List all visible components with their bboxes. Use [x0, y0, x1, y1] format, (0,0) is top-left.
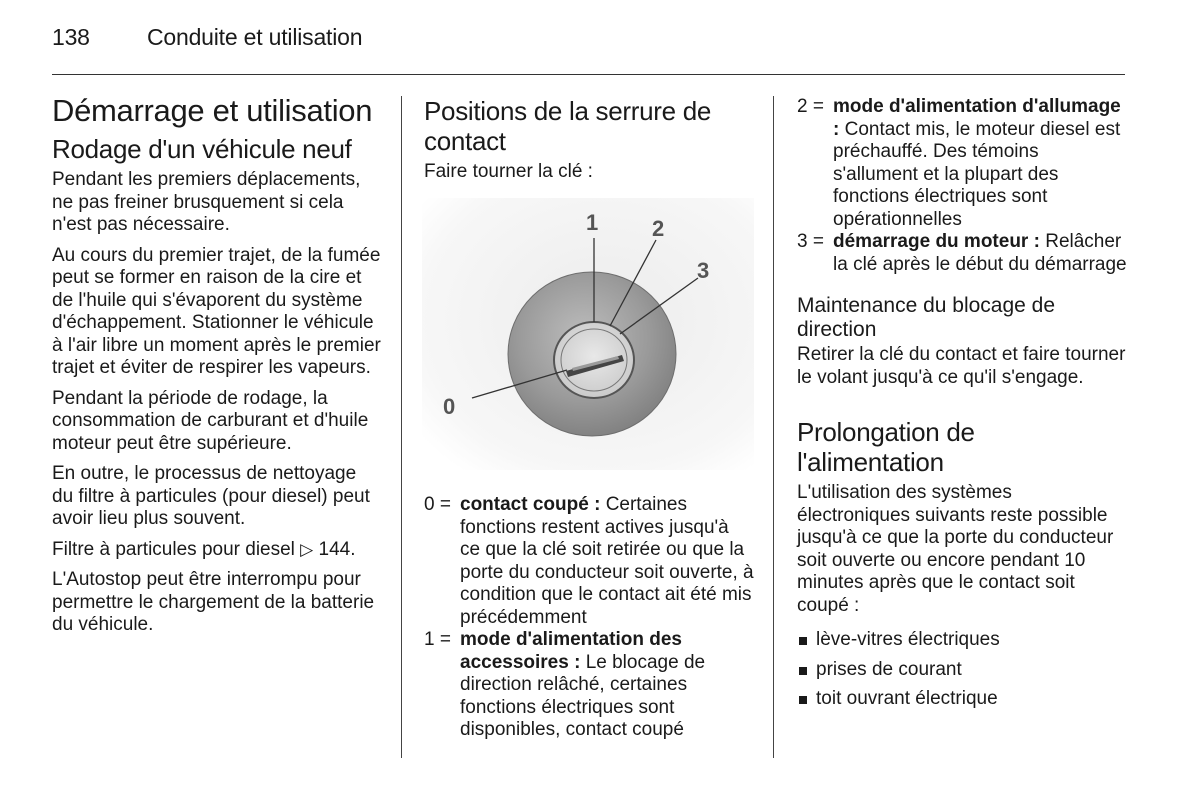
column-divider — [773, 96, 774, 758]
page-number: 138 — [52, 24, 90, 50]
bullet-icon — [799, 637, 807, 645]
list-item — [797, 688, 1127, 711]
position-label-2: 2 — [652, 215, 665, 241]
item-term: mode d'alimentation d'allumage : — [833, 96, 1121, 140]
subsection-heading-steering-lock: Maintenance du blocage de direction — [797, 294, 1056, 341]
column-divider — [401, 96, 402, 758]
list-item — [797, 96, 1127, 231]
reference-text: Filtre à particules pour diesel — [52, 538, 295, 560]
section-title: Conduite et utilisation — [147, 24, 363, 50]
list-item — [797, 231, 1127, 276]
paragraph: Retirer la clé du contact et faire tourner le volant jusqu'à ce qu'il s'engage. — [797, 344, 1126, 388]
item-description: Relâcher la clé après le début du démarrage — [833, 231, 1127, 275]
section-heading-ignition: Positions de la serrure de contact — [424, 96, 712, 156]
figure-intro: Faire tourner la clé : — [424, 161, 593, 182]
item-description: Certaines fonctions restent actives jusqu'à ce que la clé soit retirée ou que la porte du conducteur soit ouverte, à condition que le contact ait été mis précédemment — [460, 494, 754, 628]
item-number: 3 = — [797, 231, 824, 252]
item-number: 0 = — [424, 494, 451, 515]
bullet-text: lève-vitres électriques — [816, 629, 1000, 650]
list-item — [424, 494, 754, 629]
position-label-3: 3 — [697, 257, 710, 283]
paragraph: L'Autostop peut être interrompu pour permettre le chargement de la batterie du véhicule. — [52, 569, 375, 635]
reference-page[interactable]: 144. — [318, 538, 356, 560]
paragraph: En outre, le processus de nettoyage du filtre à particules (pour diesel) peut avoir lieu plus souvent. — [52, 463, 370, 529]
list-item — [797, 629, 1127, 652]
section-heading-running-in: Rodage d'un véhicule neuf — [52, 134, 352, 164]
page-reference-icon: ▷ — [300, 539, 314, 559]
position-label-1: 1 — [586, 209, 599, 235]
bullet-icon — [799, 696, 807, 704]
page-header — [52, 24, 362, 51]
list-item — [424, 629, 754, 742]
bullet-text: toit ouvrant électrique — [816, 688, 998, 709]
list-item — [797, 659, 1127, 682]
ignition-positions-list — [424, 494, 754, 742]
item-number: 2 = — [797, 96, 824, 117]
chapter-title: Démarrage et utilisation — [52, 93, 373, 128]
column-1 — [52, 90, 382, 645]
paragraph: Au cours du premier trajet, de la fumée peut se former en raison de la cire et de l'huile qui s'évaporent du système d'échappement. Stationner le véhicule à l'air libre un moment après le premier trajet et éviter de respirer les vapeurs. — [52, 244, 381, 378]
item-term: démarrage du moteur : — [833, 231, 1040, 252]
bullet-list — [797, 629, 1127, 711]
ignition-positions-list-continued — [797, 96, 1127, 276]
item-number: 1 = — [424, 629, 451, 650]
item-term: contact coupé : — [460, 494, 601, 515]
section-heading-extended-power: Prolongation de l'alimentation — [797, 417, 975, 477]
paragraph: Pendant les premiers déplacements, ne pas freiner brusquement si cela n'est pas nécessaire. — [52, 169, 361, 235]
column-2 — [424, 90, 754, 742]
paragraph: Pendant la période de rodage, la consommation de carburant et d'huile moteur peut être supérieure. — [52, 387, 369, 454]
paragraph-with-reference — [52, 539, 382, 562]
bullet-text: prises de courant — [816, 658, 962, 680]
bullet-icon — [799, 667, 807, 675]
position-label-0: 0 — [443, 393, 456, 419]
ignition-lock-figure — [422, 198, 754, 470]
header-rule — [52, 74, 1125, 75]
column-3 — [797, 96, 1127, 718]
paragraph: L'utilisation des systèmes électroniques suivants reste possible jusqu'à ce que la porte du conducteur soit ouverte ou encore pendant 10 minutes après que le contact soit coupé : — [797, 482, 1114, 616]
item-term: mode d'alimentation des accessoires : — [460, 629, 682, 673]
item-description: Le blocage de direction relâché, certaines fonctions électriques sont disponibles, contact coupé — [460, 651, 706, 740]
item-description: Contact mis, le moteur diesel est préchauffé. Des témoins s'allument et la plupart des fonctions électriques sont opérationnelles — [833, 118, 1121, 230]
